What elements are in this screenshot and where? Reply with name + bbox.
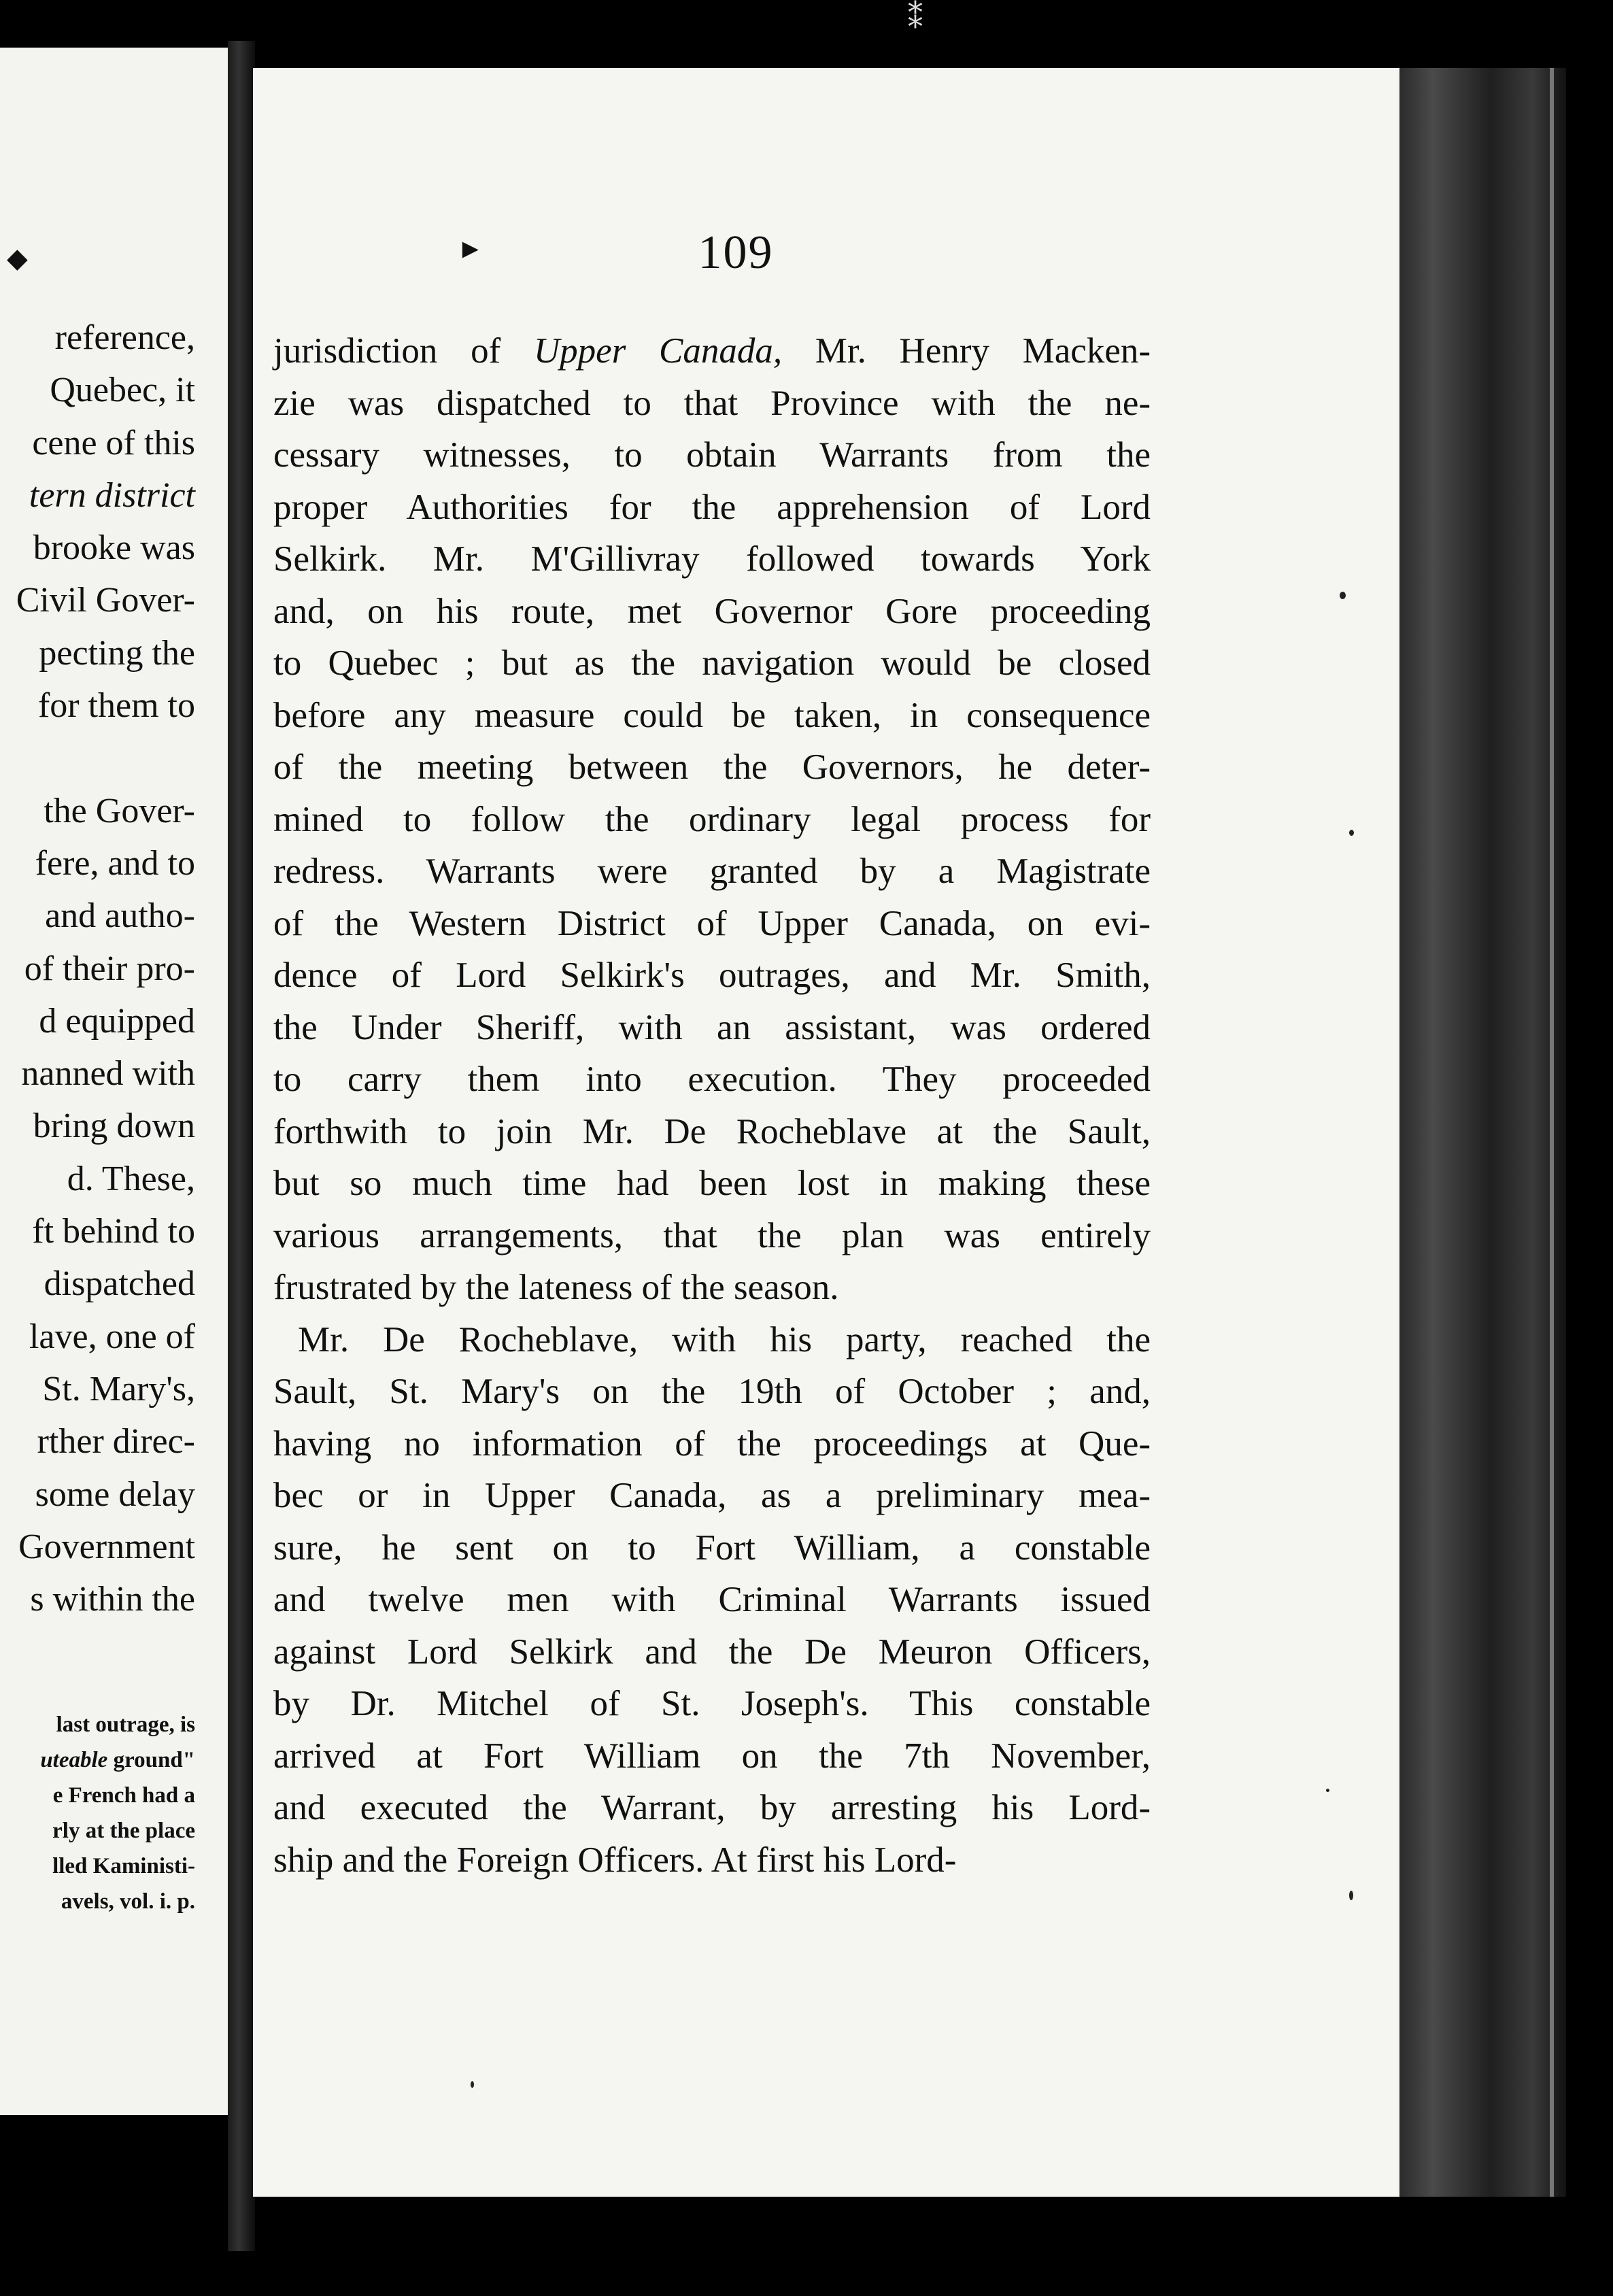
text-line: bec or in Upper Canada, as a preliminary mea- xyxy=(273,1476,1151,1515)
facing-text-line: the Gover- xyxy=(44,791,195,830)
text-line: to Quebec ; but as the navigation would be closed xyxy=(273,643,1151,683)
facing-text-line: d equipped xyxy=(39,1001,195,1041)
facing-text-line: Civil Gover- xyxy=(16,581,195,620)
text-line: redress. Warrants were granted by a Magistrate xyxy=(273,851,1151,891)
facing-text-line: pecting the xyxy=(39,633,195,673)
text-line: arrived at Fort William on the 7th November, xyxy=(273,1736,1151,1776)
text-line: proper Authorities for the apprehension of Lord xyxy=(273,487,1151,527)
ink-speck xyxy=(471,2081,474,2088)
ink-speck xyxy=(1349,1891,1353,1900)
facing-text-line: ft behind to xyxy=(32,1212,195,1251)
text-line: Sault, St. Mary's on the 19th of October ; and, xyxy=(273,1372,1151,1411)
facing-text-line: Government xyxy=(18,1527,195,1566)
ink-speck xyxy=(1326,1789,1329,1792)
book-gutter xyxy=(228,41,255,2251)
text-line: of the meeting between the Governors, he deter- xyxy=(273,747,1151,787)
text-line: mined to follow the ordinary legal process for xyxy=(273,799,1151,839)
text-line: of the Western District of Upper Canada, on evi- xyxy=(273,903,1151,943)
text-line: ship and the Foreign Officers. At first his Lord- xyxy=(273,1840,957,1880)
text-line: jurisdiction of Upper Canada, Mr. Henry Macken- xyxy=(273,331,1151,371)
facing-footnote-line: last outrage, is xyxy=(56,1712,195,1737)
facing-text-line: bring down xyxy=(33,1107,195,1146)
book-page xyxy=(253,68,1402,2197)
facing-text-line: Quebec, it xyxy=(50,371,195,410)
text-line: dence of Lord Selkirk's outrages, and Mr. Smith, xyxy=(273,956,1151,995)
facing-text-line: some delay xyxy=(35,1474,195,1514)
ink-speck xyxy=(1340,592,1346,599)
facing-page-text xyxy=(16,311,195,1625)
text-line: to carry them into execution. They proceeded xyxy=(273,1060,1151,1099)
text-line: having no information of the proceedings at Que- xyxy=(273,1423,1151,1464)
facing-footnote-line: rly at the place xyxy=(52,1819,195,1843)
facing-text-line: nanned with xyxy=(21,1054,195,1094)
page-number: 109 xyxy=(698,226,774,279)
facing-text-line: fere, and to xyxy=(35,843,195,883)
facing-page xyxy=(0,48,230,2115)
text-line: and twelve men with Criminal Warrants issued xyxy=(273,1580,1151,1619)
text-line: but so much time had been lost in making these xyxy=(273,1164,1151,1203)
text-line: against Lord Selkirk and the De Meuron Officers, xyxy=(273,1632,1151,1672)
page-body-text xyxy=(273,325,1151,1886)
text-line: and, on his route, met Governor Gore proceeding xyxy=(273,591,1151,631)
ink-speck xyxy=(1349,830,1354,836)
facing-text-line xyxy=(16,732,195,784)
text-line: Mr. De Rocheblave, with his party, reached the xyxy=(298,1319,1151,1360)
facing-text-line: tern district xyxy=(29,475,195,515)
facing-text-line: reference, xyxy=(54,318,195,357)
text-line: the Under Sheriff, with an assistant, was ordered xyxy=(273,1007,1151,1047)
text-line: before any measure could be taken, in consequence xyxy=(273,695,1151,735)
ink-mark-icon: ◆ xyxy=(7,243,28,273)
facing-text-line: and autho- xyxy=(45,896,195,936)
top-scan-mark-icon: ⁑ xyxy=(908,1,923,35)
text-line: various arrangements, that the plan was entirely xyxy=(273,1215,1151,1255)
facing-text-line: of their pro- xyxy=(24,949,195,988)
facing-text-line: rther direc- xyxy=(37,1422,195,1462)
facing-text-line: cene of this xyxy=(32,423,195,462)
facing-text-line: brooke was xyxy=(33,528,195,568)
facing-text-line: lave, one of xyxy=(29,1317,195,1356)
text-line: forthwith to join Mr. De Rocheblave at the Sault, xyxy=(273,1111,1151,1151)
ink-arrow-icon: ► xyxy=(457,233,484,264)
facing-text-line: s within the xyxy=(30,1580,195,1619)
facing-page-footnote xyxy=(40,1707,195,1919)
facing-text-line: dispatched xyxy=(44,1264,195,1304)
page-block-edge xyxy=(1399,68,1566,2197)
text-line: frustrated by the lateness of the season. xyxy=(273,1268,839,1307)
text-line: Selkirk. Mr. M'Gillivray followed towards York xyxy=(273,539,1151,579)
facing-text-line: d. These, xyxy=(67,1159,195,1198)
facing-footnote-line: e French had a xyxy=(52,1783,195,1808)
text-line: sure, he sent on to Fort William, a constable xyxy=(273,1527,1151,1568)
facing-footnote-line: lled Kaministi- xyxy=(52,1854,195,1878)
facing-footnote-line: avels, vol. i. p. xyxy=(61,1889,195,1914)
facing-footnote-line: uteable ground" xyxy=(40,1748,195,1772)
facing-text-line: St. Mary's, xyxy=(42,1369,195,1408)
text-line: and executed the Warrant, by arresting his Lord- xyxy=(273,1788,1151,1827)
text-line: zie was dispatched to that Province with the ne- xyxy=(273,383,1151,423)
facing-text-line: for them to xyxy=(37,686,195,726)
text-line: cessary witnesses, to obtain Warrants from the xyxy=(273,435,1151,475)
text-line: by Dr. Mitchel of St. Joseph's. This constable xyxy=(273,1684,1151,1723)
